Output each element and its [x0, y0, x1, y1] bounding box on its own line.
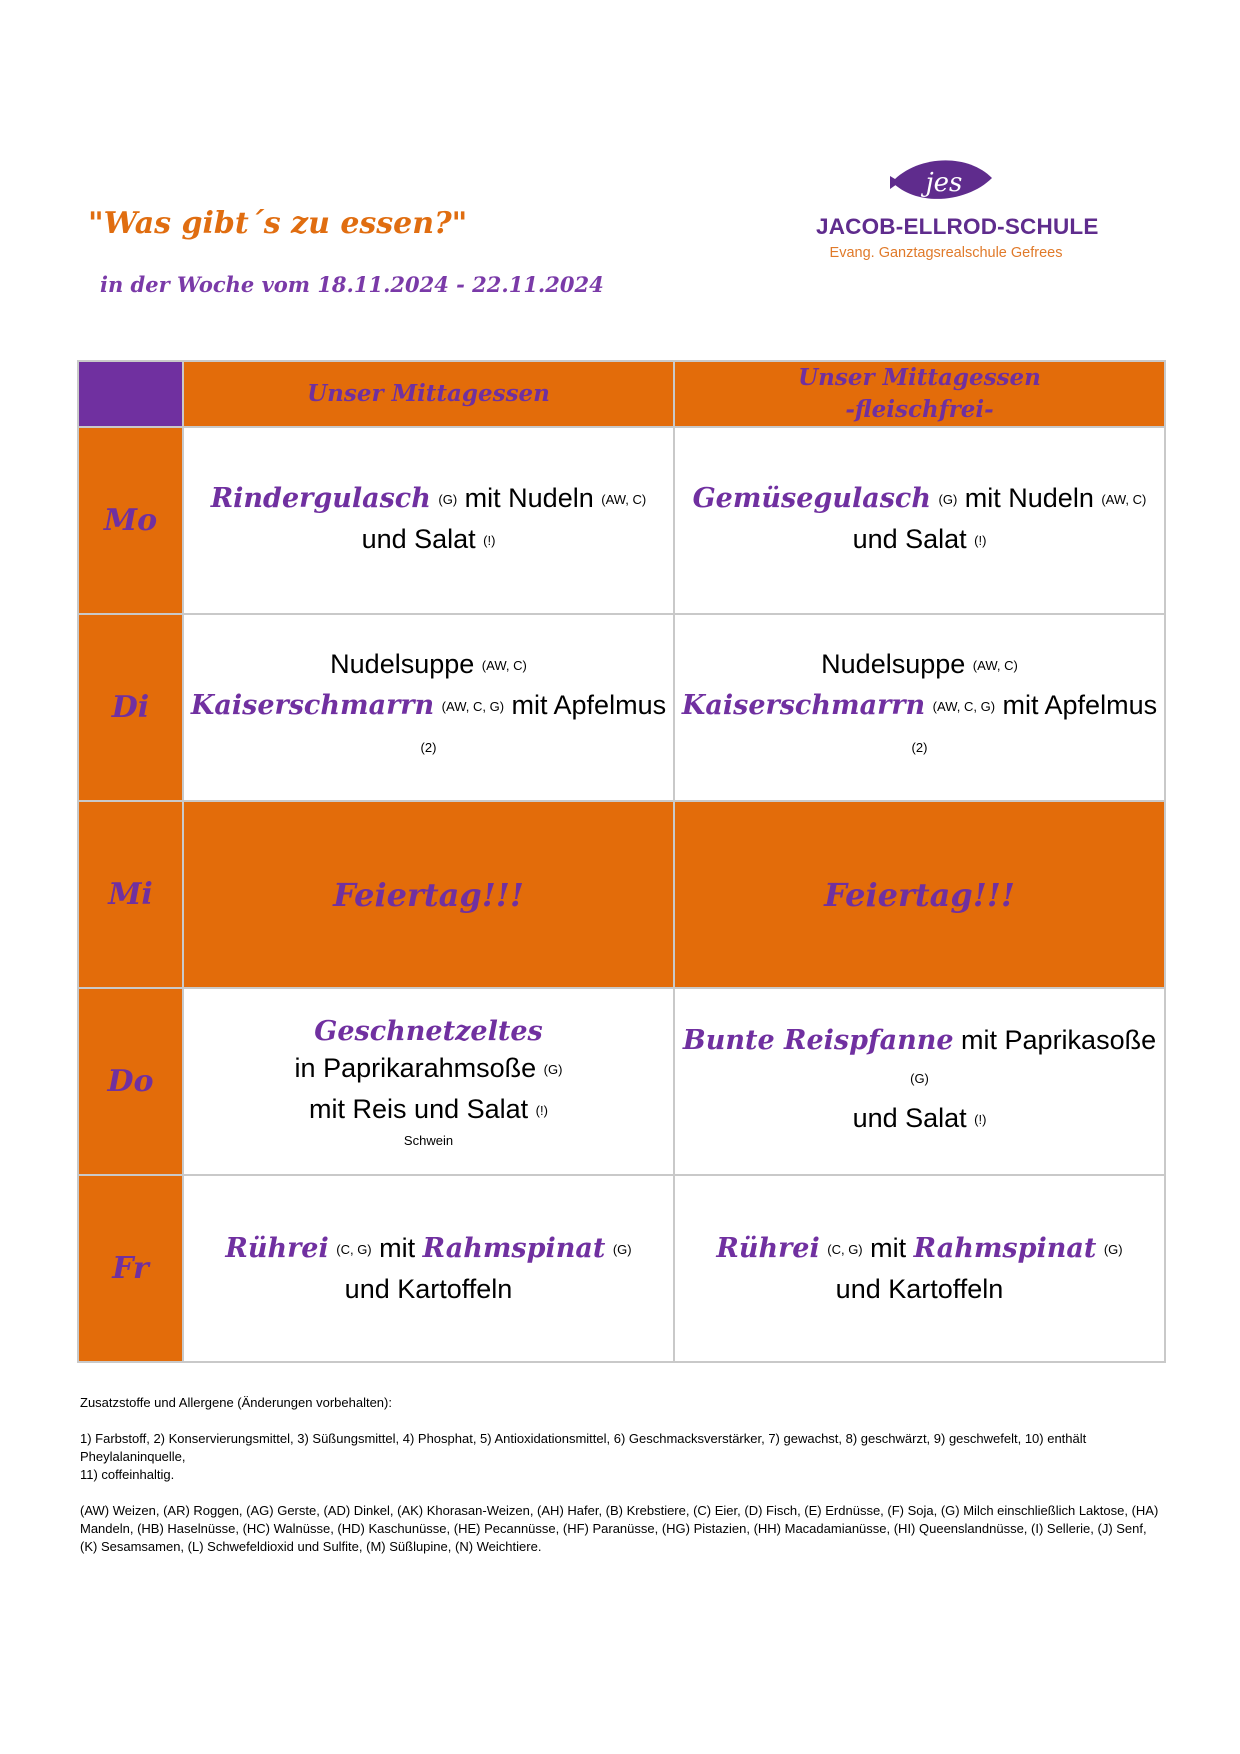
meal-cell [674, 427, 1165, 614]
day-label: Fr [112, 1251, 149, 1286]
additives-text: 1) Farbstoff, 2) Konservierungsmittel, 3) Süßungsmittel, 4) Phosphat, 5) Antioxidationsmittel, 6) Geschmacksverstärker, 7) gewachst, 8) geschwärzt, 9) geschwefelt, 10) enthält Pheylalaninquelle, [80, 1431, 1087, 1464]
day-cell-mi [78, 801, 183, 988]
meal-cell [183, 614, 674, 801]
day-cell-di [78, 614, 183, 801]
allergen-tag: (G) [438, 491, 458, 507]
meal-text: und Salat [852, 1103, 975, 1133]
allergen-tag: (!) [974, 1112, 987, 1127]
allergen-tag: (AW, C) [601, 491, 647, 507]
meal-cell [674, 988, 1165, 1175]
allergen-tag: (2) [911, 740, 928, 755]
meal-text: und Salat [361, 523, 484, 554]
meal-cell [183, 988, 674, 1175]
meal-cell [183, 1175, 674, 1362]
meal-text: Nudelsuppe [821, 649, 973, 679]
dish-name: Rahmspinat [422, 1232, 606, 1264]
table-row [78, 801, 1165, 988]
day-cell-do [78, 988, 183, 1175]
table-row [78, 988, 1165, 1175]
week-subtitle: in der Woche vom 18.11.2024 - 22.11.2024 [100, 272, 604, 297]
allergen-tag: (!) [483, 532, 496, 548]
allergen-tag: (C, G) [336, 1241, 372, 1257]
meal-text: mit Reis und Salat [309, 1094, 536, 1124]
allergen-tag: (AW, C, G) [932, 699, 996, 714]
meal-cell [183, 427, 674, 614]
allergen-tag: (AW, C) [1101, 491, 1147, 507]
day-label: Mi [108, 877, 153, 912]
allergen-tag: (G) [1103, 1241, 1123, 1257]
meal-text: mit Nudeln [957, 482, 1102, 513]
page-title: "Was gibt´s zu essen?" [88, 206, 468, 241]
dish-name: Kaiserschmarrn [190, 690, 435, 721]
school-name: JACOB-ELLROD-SCHULE [816, 214, 1099, 239]
day-cell-fr [78, 1175, 183, 1362]
allergen-tag: (G) [543, 1062, 563, 1077]
additives-list [80, 1430, 1160, 1484]
allergen-tag: (AW, C, G) [441, 699, 505, 714]
meal-text: und Kartoffeln [835, 1273, 1004, 1304]
footer-heading: Zusatzstoffe und Allergene (Änderungen vorbehalten): [80, 1395, 392, 1410]
holiday-label: Feiertag!!! [824, 875, 1015, 914]
column-header-meal [183, 361, 674, 427]
allergen-footer [80, 1394, 1160, 1574]
dish-name: Rindergulasch [210, 482, 431, 514]
meal-cell [674, 1175, 1165, 1362]
meal-text: Nudelsuppe [330, 649, 482, 679]
meal-text: in Paprikarahmsoße [294, 1053, 544, 1083]
allergen-tag: (2) [420, 740, 437, 755]
table-row [78, 427, 1165, 614]
allergen-tag: (C, G) [827, 1241, 863, 1257]
logo-emblem-text: jes [925, 168, 963, 198]
school-subtitle: Evang. Ganztagsrealschule Gefrees [829, 245, 1063, 261]
column-header-meatfree-sublabel: -fleischfrei- [845, 396, 994, 423]
menu-table [77, 360, 1166, 1363]
meal-text: und Kartoffeln [344, 1273, 513, 1304]
meal-text: und Salat [852, 523, 975, 554]
column-header-meatfree [674, 361, 1165, 427]
allergen-tag: (AW, C) [481, 658, 527, 673]
allergen-tag: (!) [974, 532, 987, 548]
meal-text: mit Paprikasoße [953, 1025, 1157, 1055]
dish-name: Gemüsegulasch [692, 482, 931, 514]
dish-name: Rührei [225, 1232, 329, 1264]
day-label: Do [107, 1064, 154, 1099]
fish-logo-icon [888, 158, 998, 206]
allergen-tag: (AW, C) [972, 658, 1018, 673]
dish-name: Rührei [716, 1232, 820, 1264]
holiday-cell [674, 801, 1165, 988]
meal-text: mit [371, 1232, 423, 1263]
meal-note: Schwein [403, 1133, 454, 1148]
additives-text: 11) coffeinhaltig. [80, 1467, 175, 1482]
school-logo [816, 158, 1099, 268]
meal-text: mit Nudeln [457, 482, 602, 513]
table-row [78, 1175, 1165, 1362]
meal-text: mit Apfelmus [995, 690, 1158, 720]
holiday-cell [183, 801, 674, 988]
dish-name: Kaiserschmarrn [681, 690, 926, 721]
table-row [78, 614, 1165, 801]
dish-name: Rahmspinat [913, 1232, 1097, 1264]
allergens-list: (AW) Weizen, (AR) Roggen, (AG) Gerste, (AD) Dinkel, (AK) Khorasan-Weizen, (AH) Hafer, (B) Krebstiere, (C) Eier, (D) Fisch, (E) Erdnüsse, (F) Soja, (G) Milch einschließlich Laktose, (HA) Mandeln, (HB) Haselnüsse, (HC) Walnüsse, (HD) Kaschunüsse, (HE) Pecannüsse, (HF) Paranüsse, (HG) Pistazien, (HH) Macadamianüsse, (HI) Queenslandnüsse, (I) Sellerie, (J) Senf, (K) Sesamsamen, (L) Schwefeldioxid und Sulfite, (M) Süßlupine, (N) Weichtiere. [80, 1503, 1159, 1554]
allergen-tag: (!) [535, 1103, 548, 1118]
day-label: Mo [103, 503, 158, 538]
meal-text: mit Apfelmus [504, 690, 667, 720]
meal-text: mit [862, 1232, 914, 1263]
header-corner-cell [78, 361, 183, 427]
holiday-label: Feiertag!!! [333, 875, 524, 914]
dish-name: Geschnetzeltes [314, 1016, 543, 1047]
table-header-row [78, 361, 1165, 427]
allergen-tag: (G) [910, 1071, 929, 1086]
column-header-meatfree-label: Unser Mittagessen [798, 364, 1041, 391]
day-label: Di [111, 690, 150, 725]
day-cell-mo [78, 427, 183, 614]
allergen-tag: (G) [612, 1241, 632, 1257]
dish-name: Bunte Reispfanne [682, 1025, 954, 1056]
allergen-tag: (G) [938, 491, 958, 507]
column-header-meal-label: Unser Mittagessen [307, 380, 550, 407]
meal-cell [674, 614, 1165, 801]
